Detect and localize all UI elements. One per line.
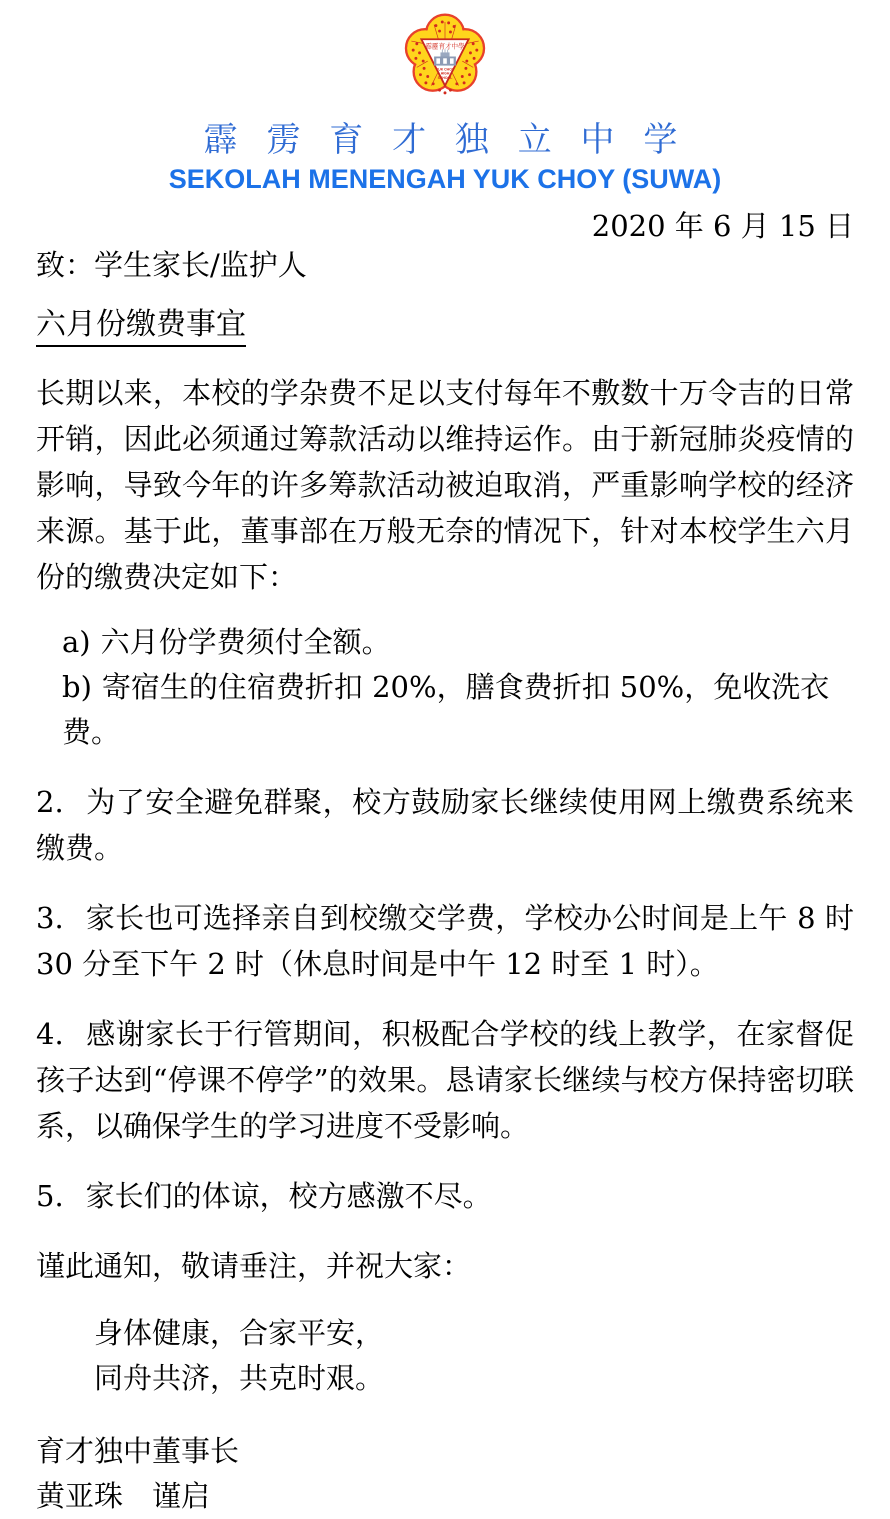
recipient-line: 致：学生家长/监护人	[36, 248, 307, 282]
item-2-text: 为了安全避免群聚，校方鼓励家长继续使用网上缴费系统来缴费。	[36, 785, 854, 865]
sub-item-a-label: a)	[62, 625, 91, 659]
sub-item-a	[62, 620, 854, 665]
sub-item-b-label: b)	[62, 670, 92, 704]
item-5	[36, 1173, 854, 1219]
crest-en-line3: SCHOOL	[437, 75, 453, 80]
blessing-block	[36, 1311, 854, 1401]
crest-en-line2: HIGH	[440, 71, 450, 76]
closing-line: 谨此通知，敬请垂注，并祝大家：	[36, 1249, 472, 1283]
sub-item-b-text: 寄宿生的住宿费折扣 20%，膳食费折扣 50%，免收洗衣费。	[62, 670, 830, 749]
signature-block	[36, 1429, 854, 1519]
blessing-line-2: 同舟共济，共克时艰。	[94, 1361, 385, 1395]
item-3-number: 3.	[36, 901, 64, 935]
item-4	[36, 1011, 854, 1149]
crest-en-line1: YUK CHOY	[435, 67, 455, 72]
item-3-text: 家长也可选择亲自到校缴交学费，学校办公时间是上午 8 时 30 分至下午 2 时（休息时间是中午 12 时至 1 时）。	[36, 901, 854, 981]
sub-item-a-text: 六月份学费须付全额。	[100, 625, 391, 659]
subject-heading	[36, 306, 854, 347]
subject-heading-text: 六月份缴费事宜	[36, 306, 246, 347]
school-crest-icon	[395, 8, 495, 105]
paragraph-1: 长期以来，本校的学杂费不足以支付每年不敷数十万令吉的日常开销，因此必须通过筹款活动以维持运作。由于新冠肺炎疫情的影响，导致今年的许多筹款活动被迫取消，严重影响学校的经济来源。基于此，董事部在万般无奈的情况下，针对本校学生六月份的缴费决定如下：	[36, 376, 854, 594]
item-3	[36, 895, 854, 987]
item-2	[36, 779, 854, 871]
item-4-number: 4.	[36, 1017, 64, 1051]
item-2-number: 2.	[36, 785, 64, 819]
signature-title: 育才独中董事长	[36, 1434, 240, 1468]
letter-date: 2020 年 6 月 15 日	[591, 209, 854, 243]
signature-name: 黄亚珠 谨启	[36, 1479, 211, 1513]
school-name-chinese: 霹 雳 育 才 独 立 中 学	[203, 120, 687, 160]
school-name-english: SEKOLAH MENENGAH YUK CHOY (SUWA)	[168, 164, 722, 194]
item-5-text: 家长们的体谅，校方感激不尽。	[85, 1179, 492, 1213]
item-4-text: 感谢家长于行管期间，积极配合学校的线上教学，在家督促孩子达到“停课不停学”的效果。恳请家长继续与校方保持密切联系，以确保学生的学习进度不受影响。	[36, 1017, 854, 1143]
crest-cn-name: 霹靂育才中學	[425, 42, 465, 51]
blessing-line-1: 身体健康，合家平安，	[94, 1316, 385, 1350]
item-5-number: 5.	[36, 1179, 64, 1213]
sub-item-b	[62, 665, 854, 755]
sub-item-list	[36, 620, 854, 755]
logo-container	[36, 8, 854, 107]
